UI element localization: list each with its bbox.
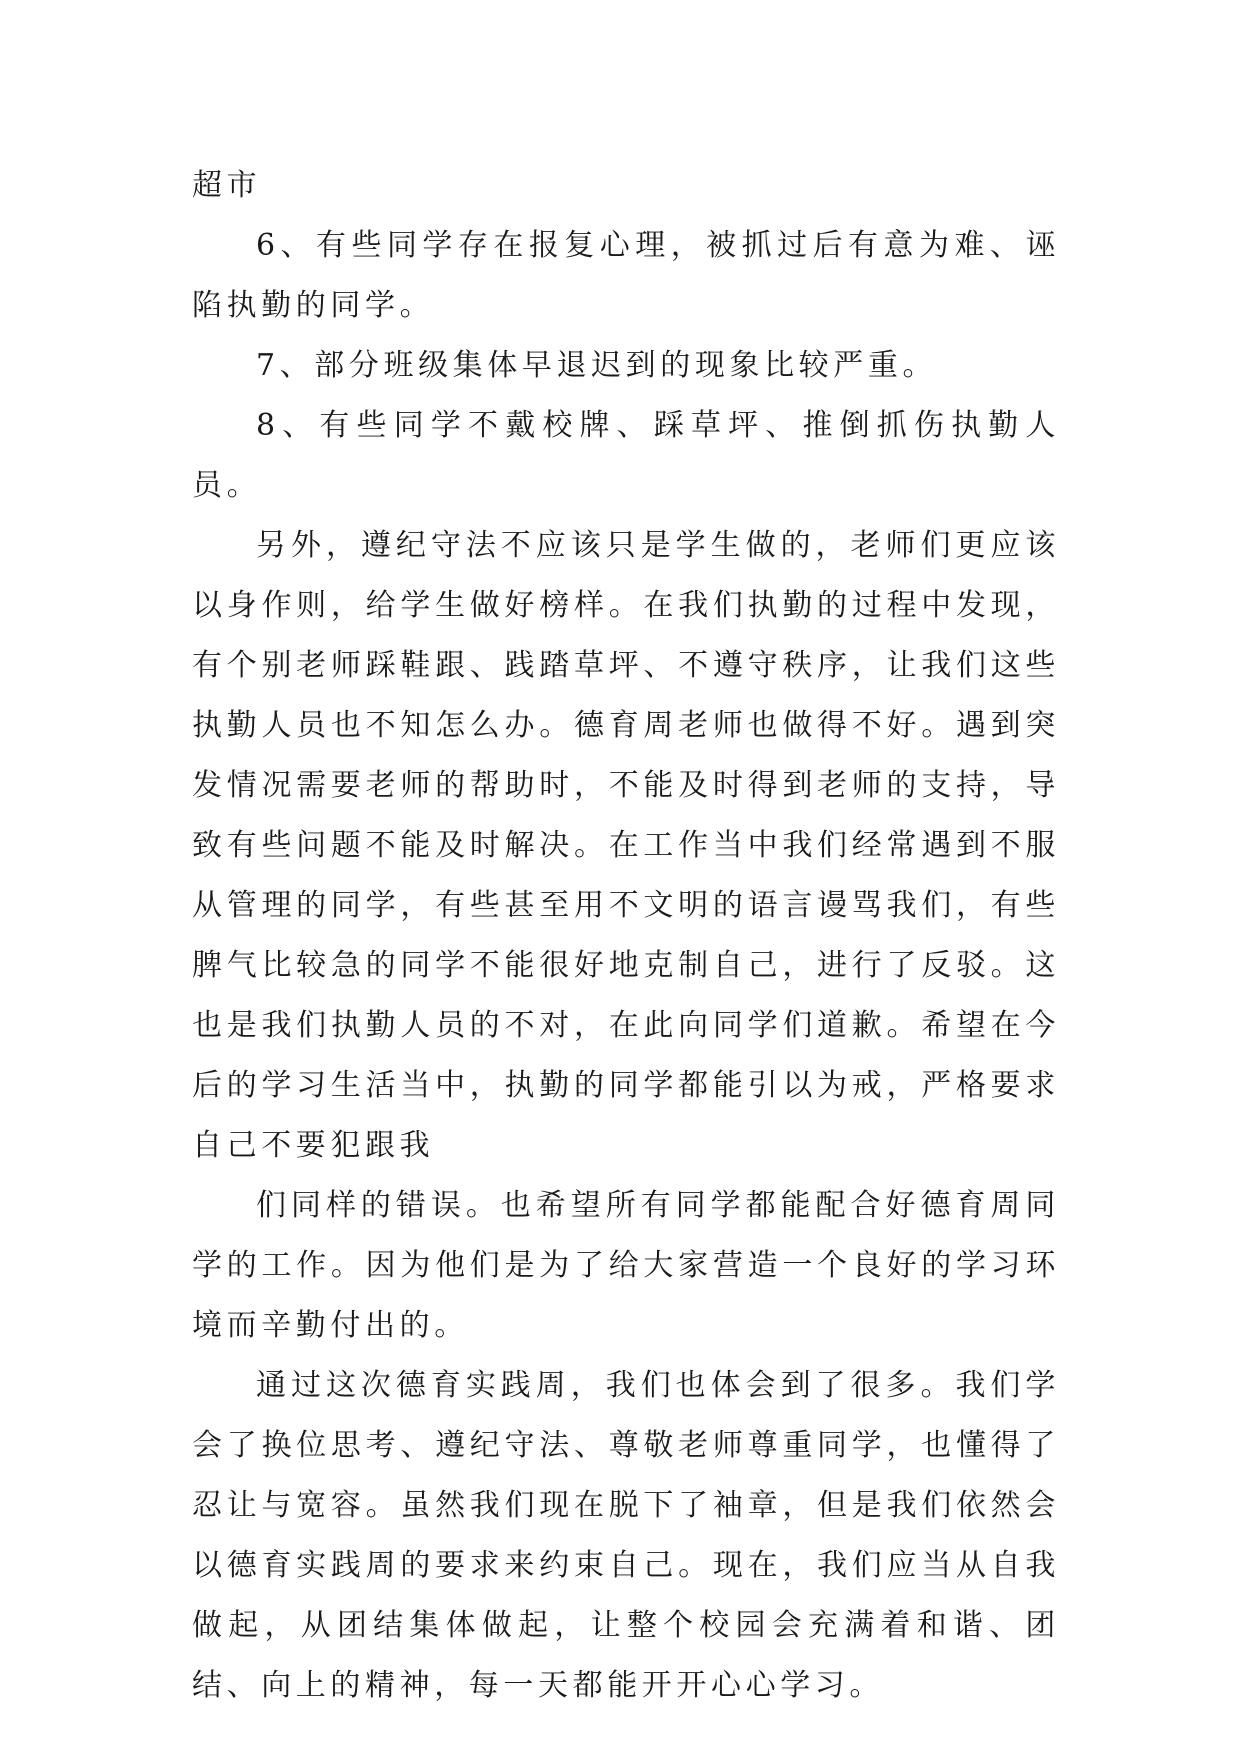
paragraph-continuation: 超市 [192,168,262,203]
document-body [192,156,1060,1716]
paragraph-conclusion: 通过这次德育实践周，我们也体会到了很多。我们学会了换位思考、遵纪守法、尊敬老师尊重同学，也懂得了忍让与宽容。虽然我们现在脱下了袖章，但是我们依然会以德育实践周的要求来约束自己。现在，我们应当从自我做起，从团结集体做起，让整个校园会充满着和谐、团结、向上的精神，每一天都能开开心心学习。 [192,1368,1060,1703]
paragraph-item-8: 8、有些同学不戴校牌、踩草坪、推倒抓伤执勤人员。 [192,408,1060,503]
paragraph-cooperation: 们同样的错误。也希望所有同学都能配合好德育周同学的工作。因为他们是为了给大家营造一个良好的学习环境而辛勤付出的。 [192,1188,1060,1343]
paragraph-item-7: 7、部分班级集体早退迟到的现象比较严重。 [256,348,938,383]
paragraph-item-6: 6、有些同学存在报复心理，被抓过后有意为难、诬陷执勤的同学。 [192,228,1060,323]
paragraph-teachers: 另外，遵纪守法不应该只是学生做的，老师们更应该以身作则，给学生做好榜样。在我们执勤的过程中发现，有个别老师踩鞋跟、践踏草坪、不遵守秩序，让我们这些执勤人员也不知怎么办。德育周老师也做得不好。遇到突发情况需要老师的帮助时，不能及时得到老师的支持，导致有些问题不能及时解决。在工作当中我们经常遇到不服从管理的同学，有些甚至用不文明的语言谩骂我们，有些脾气比较急的同学不能很好地克制自己，进行了反驳。这也是我们执勤人员的不对，在此向同学们道歉。希望在今后的学习生活当中，执勤的同学都能引以为戒，严格要求自己不要犯跟我 [192,528,1060,1163]
